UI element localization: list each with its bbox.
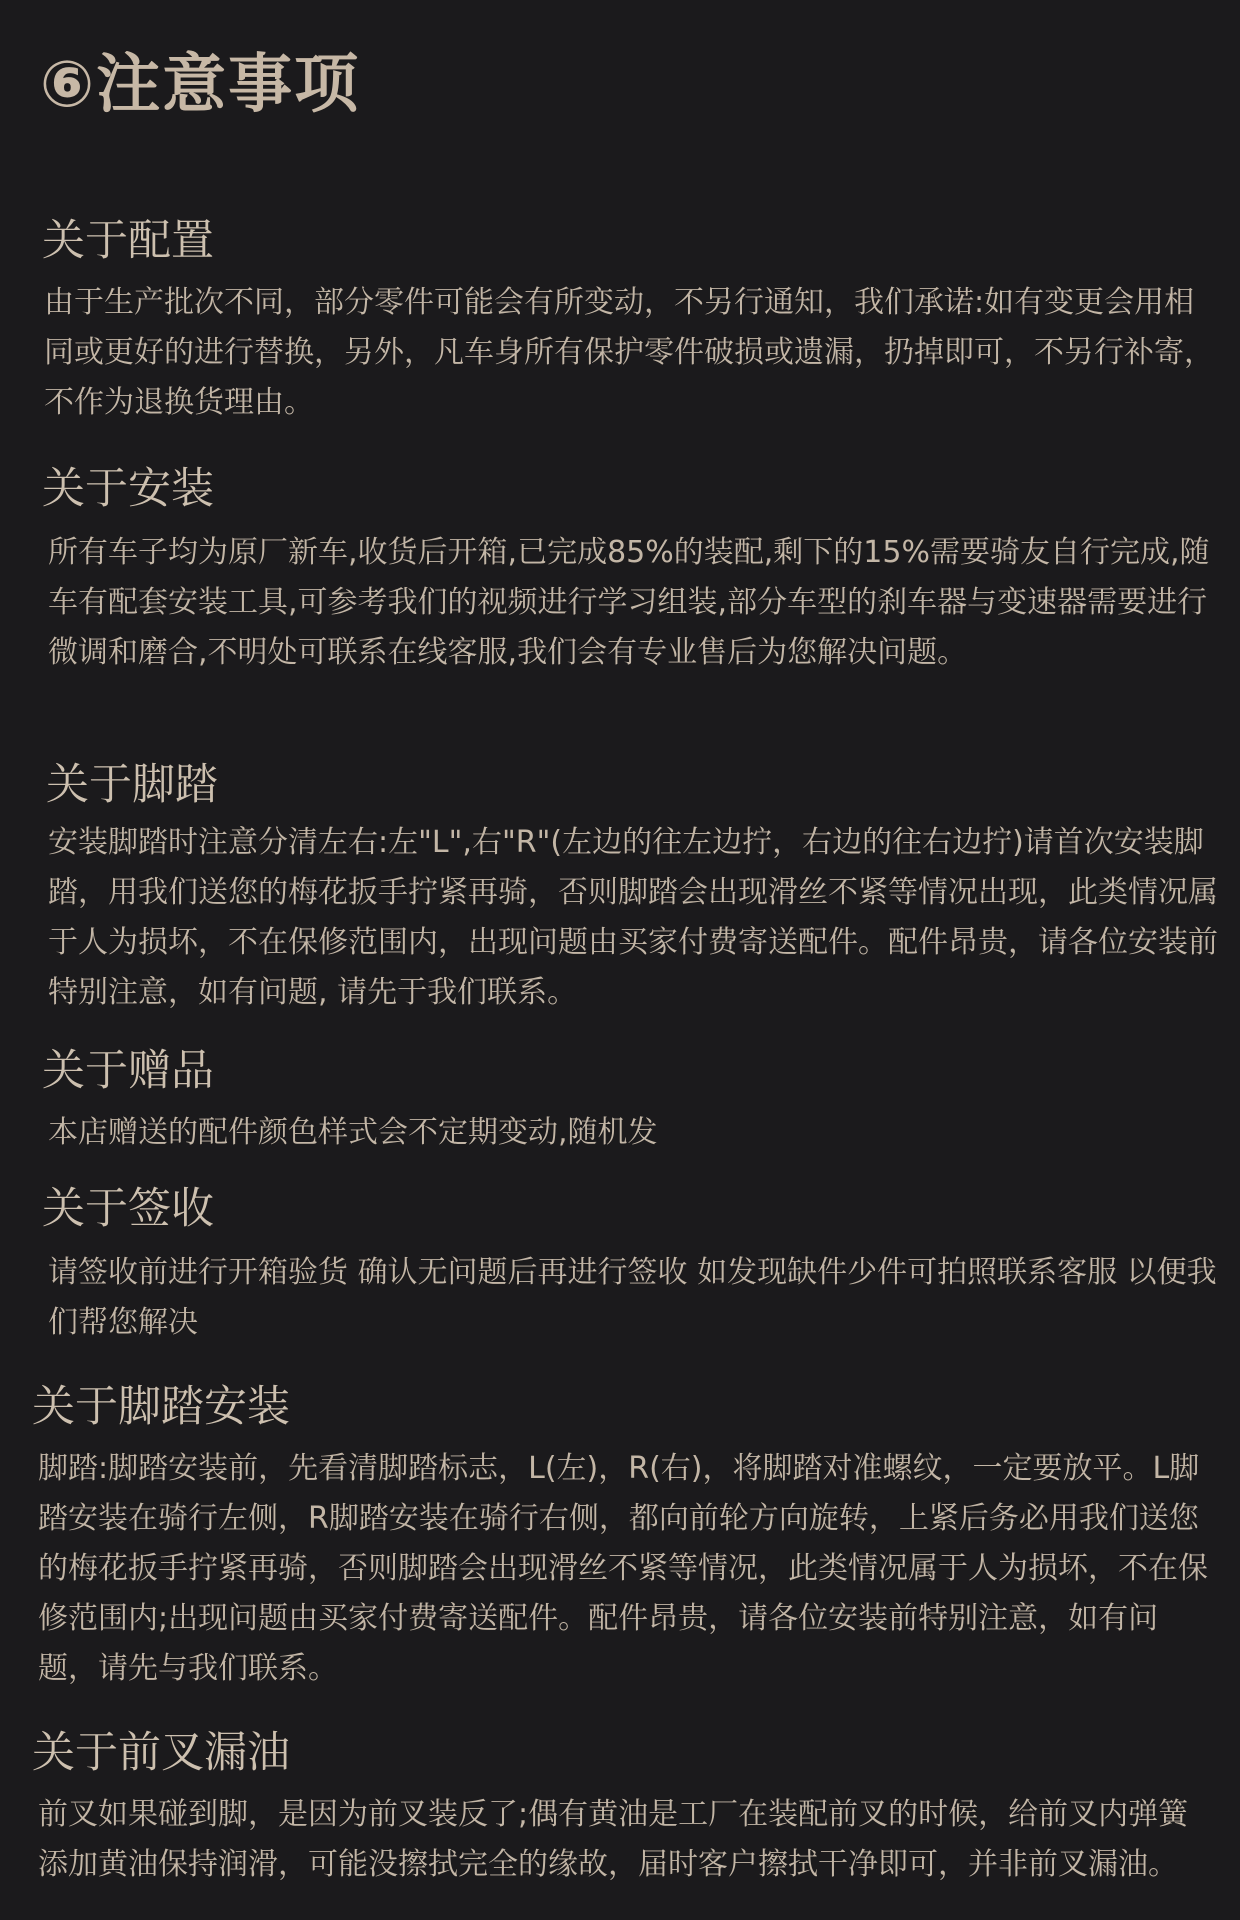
section-body-pedal-install: 脚踏:脚踏安装前，先看清脚踏标志，L(左)，R(右)，将脚踏对准螺纹，一定要放平。L脚踏安装在骑行左侧，R脚踏安装在骑行右侧，都向前轮方向旋转，上紧后务必用我们送您的梅花扳手拧紧再骑，否则脚踏会出现滑丝不紧等情况，此类情况属于人为损坏，不在保修范围内;出现问题由买家付费寄送配件。配件昂贵，请各位安装前特别注意，如有问题，请先与我们联系。 [38, 1451, 1208, 1686]
section-body-fork-leak: 前叉如果碰到脚，是因为前叉装反了;偶有黄油是工厂在装配前叉的时候，给前叉内弹簧添加黄油保持润滑，可能没擦拭完全的缘故，届时客户擦拭干净即可，并非前叉漏油。 [38, 1797, 1189, 1882]
section-heading-install: 关于安装 [42, 464, 214, 514]
section-heading-gift: 关于赠品 [42, 1046, 214, 1096]
section-heading-fork-leak: 关于前叉漏油 [32, 1728, 290, 1778]
section-body-install: 所有车子均为原厂新车,收货后开箱,已完成85%的装配,剩下的15%需要骑友自行完成,随车有配套安装工具,可参考我们的视频进行学习组装,部分车型的刹车器与变速器需要进行微调和磨合,不明处可联系在线客服,我们会有专业售后为您解决问题。 [48, 535, 1210, 670]
section-body-gift: 本店赠送的配件颜色样式会不定期变动,随机发 [48, 1115, 658, 1150]
section-body-signoff: 请签收前进行开箱验货 确认无问题后再进行签收 如发现缺件少件可拍照联系客服 以便我们帮您解决 [48, 1255, 1217, 1340]
section-heading-config: 关于配置 [42, 216, 214, 266]
section-body-pedal: 安装脚踏时注意分清左右:左"L",右"R"(左边的往左边拧，右边的往右边拧)请首次安装脚踏，用我们送您的梅花扳手拧紧再骑，否则脚踏会出现滑丝不紧等情况出现，此类情况属于人为损坏，不在保修范围内，出现问题由买家付费寄送配件。配件昂贵，请各位安装前特别注意，如有问题, 请先于我们联系。 [48, 825, 1218, 1010]
page-title: ⑥注意事项 [40, 48, 361, 122]
section-heading-pedal-install: 关于脚踏安装 [32, 1382, 290, 1432]
section-heading-pedal: 关于脚踏 [46, 760, 218, 810]
section-heading-signoff: 关于签收 [42, 1184, 214, 1234]
section-body-config: 由于生产批次不同，部分零件可能会有所变动，不另行通知，我们承诺:如有变更会用相同或更好的进行替换，另外，凡车身所有保护零件破损或遗漏，扔掉即可，不另行补寄，不作为退换货理由。 [44, 285, 1214, 420]
